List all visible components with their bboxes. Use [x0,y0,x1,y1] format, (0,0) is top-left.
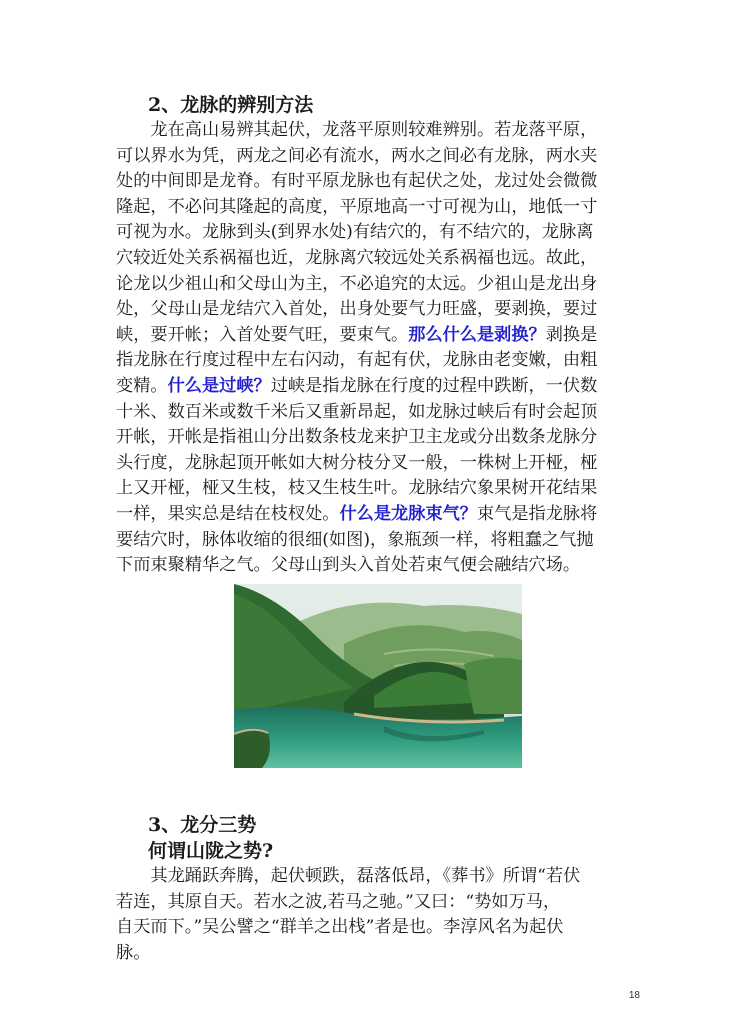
text-segment: 脉。 [116,942,151,963]
text-line [116,118,640,144]
text-line [116,272,640,298]
section-2-heading: 2、龙脉的辨别方法 [148,94,314,116]
section-3-subheading: 何谓山陇之势? [148,840,274,862]
text-segment: 十米、数百米或数千米后又重新昂起，如龙脉过峡后有时会起顶 [116,401,598,422]
highlighted-question: 那么什么是剥换？ [408,324,546,345]
section-3-heading: 3、龙分三势 [148,814,257,836]
text-line [116,169,640,195]
text-segment: 处的中间即是龙脊。有时平原龙脉也有起伏之处，龙过处会微微 [116,171,598,192]
text-segment: 头行度，龙脉起顶开帐如大树分枝分叉一般，一株树上开桠，桠 [116,452,598,473]
text-segment: 上又开桠，桠又生枝，枝又生枝生叶。龙脉结穴象果树开花结果 [116,478,598,499]
mountain-lake-photo [234,584,522,768]
section-3-paragraph [116,864,640,966]
text-line [116,864,640,890]
text-line [116,348,640,374]
text-segment: 开帐，开帐是指祖山分出数条枝龙来护卫主龙或分出数条龙脉分 [116,427,598,448]
text-segment: 若连，其原自天。若水之波,若马之驰。”又曰：“势如万马， [116,891,561,912]
text-line [116,553,640,579]
text-segment: 论龙以少祖山和父母山为主，不必追究的太远。少祖山是龙出身 [116,273,598,294]
text-segment: 龙在高山易辨其起伏，龙落平原则较难辨别。若龙落平原， [116,120,598,140]
text-segment: 自天而下。”吴公譬之“群羊之出栈”者是也。李淳风名为起伏 [116,917,564,938]
text-segment: 一样，果实总是结在枝杈处。 [116,503,340,524]
text-segment: 束气是指龙脉将 [476,503,598,524]
text-segment: 下而束聚精华之气。父母山到头入首处若束气便会融结穴场。 [116,555,581,576]
text-segment: 处，父母山是龙结穴入首处，出身处要气力旺盛，要剥换，要过 [116,299,598,320]
text-line [116,915,640,941]
text-line [116,220,640,246]
text-segment: 变精。 [116,375,168,396]
text-segment: 剥换是 [545,324,598,345]
highlighted-question: 什么是龙脉束气？ [339,503,477,524]
text-line [116,144,640,170]
text-segment: 指龙脉在行度过程中左右闪动，有起有伏，龙脉由老变嫩，由粗 [116,350,598,371]
text-line [116,476,640,502]
text-line [116,890,640,916]
text-line [116,528,640,554]
text-line [116,246,640,272]
text-line [116,374,640,400]
text-segment: 要结穴时，脉体收缩的很细(如图)，象瓶颈一样，将粗蠢之气抛 [116,529,594,550]
text-line [116,323,640,349]
section-2-paragraph [116,118,640,579]
text-line [116,425,640,451]
text-segment: 可以界水为凭，两龙之间必有流水，两水之间必有龙脉，两水夹 [116,145,598,166]
text-line [116,451,640,477]
text-segment: 穴较近处关系祸福也近，龙脉离穴较远处关系祸福也远。故此， [116,247,598,268]
text-segment: 可视为水。龙脉到头(到界水处)有结穴的，有不结穴的，龙脉离 [116,222,594,243]
text-line [116,297,640,323]
text-line [116,502,640,528]
text-segment: 过峡是指龙脉在行度的过程中跌断，一伏数 [270,375,598,396]
text-segment: 其龙踊跃奔腾，起伏顿跌，磊落低昂，《葬书》所谓“若伏 [116,866,581,886]
text-segment: 隆起，不必问其隆起的高度，平原地高一寸可视为山，地低一寸 [116,196,598,217]
text-line [116,195,640,221]
text-segment: 峡，要开帐；入首处要气旺，要束气。 [116,324,409,345]
text-line [116,941,640,967]
highlighted-question: 什么是过峡？ [167,375,271,396]
page-number: 18 [628,990,640,1001]
text-line [116,400,640,426]
